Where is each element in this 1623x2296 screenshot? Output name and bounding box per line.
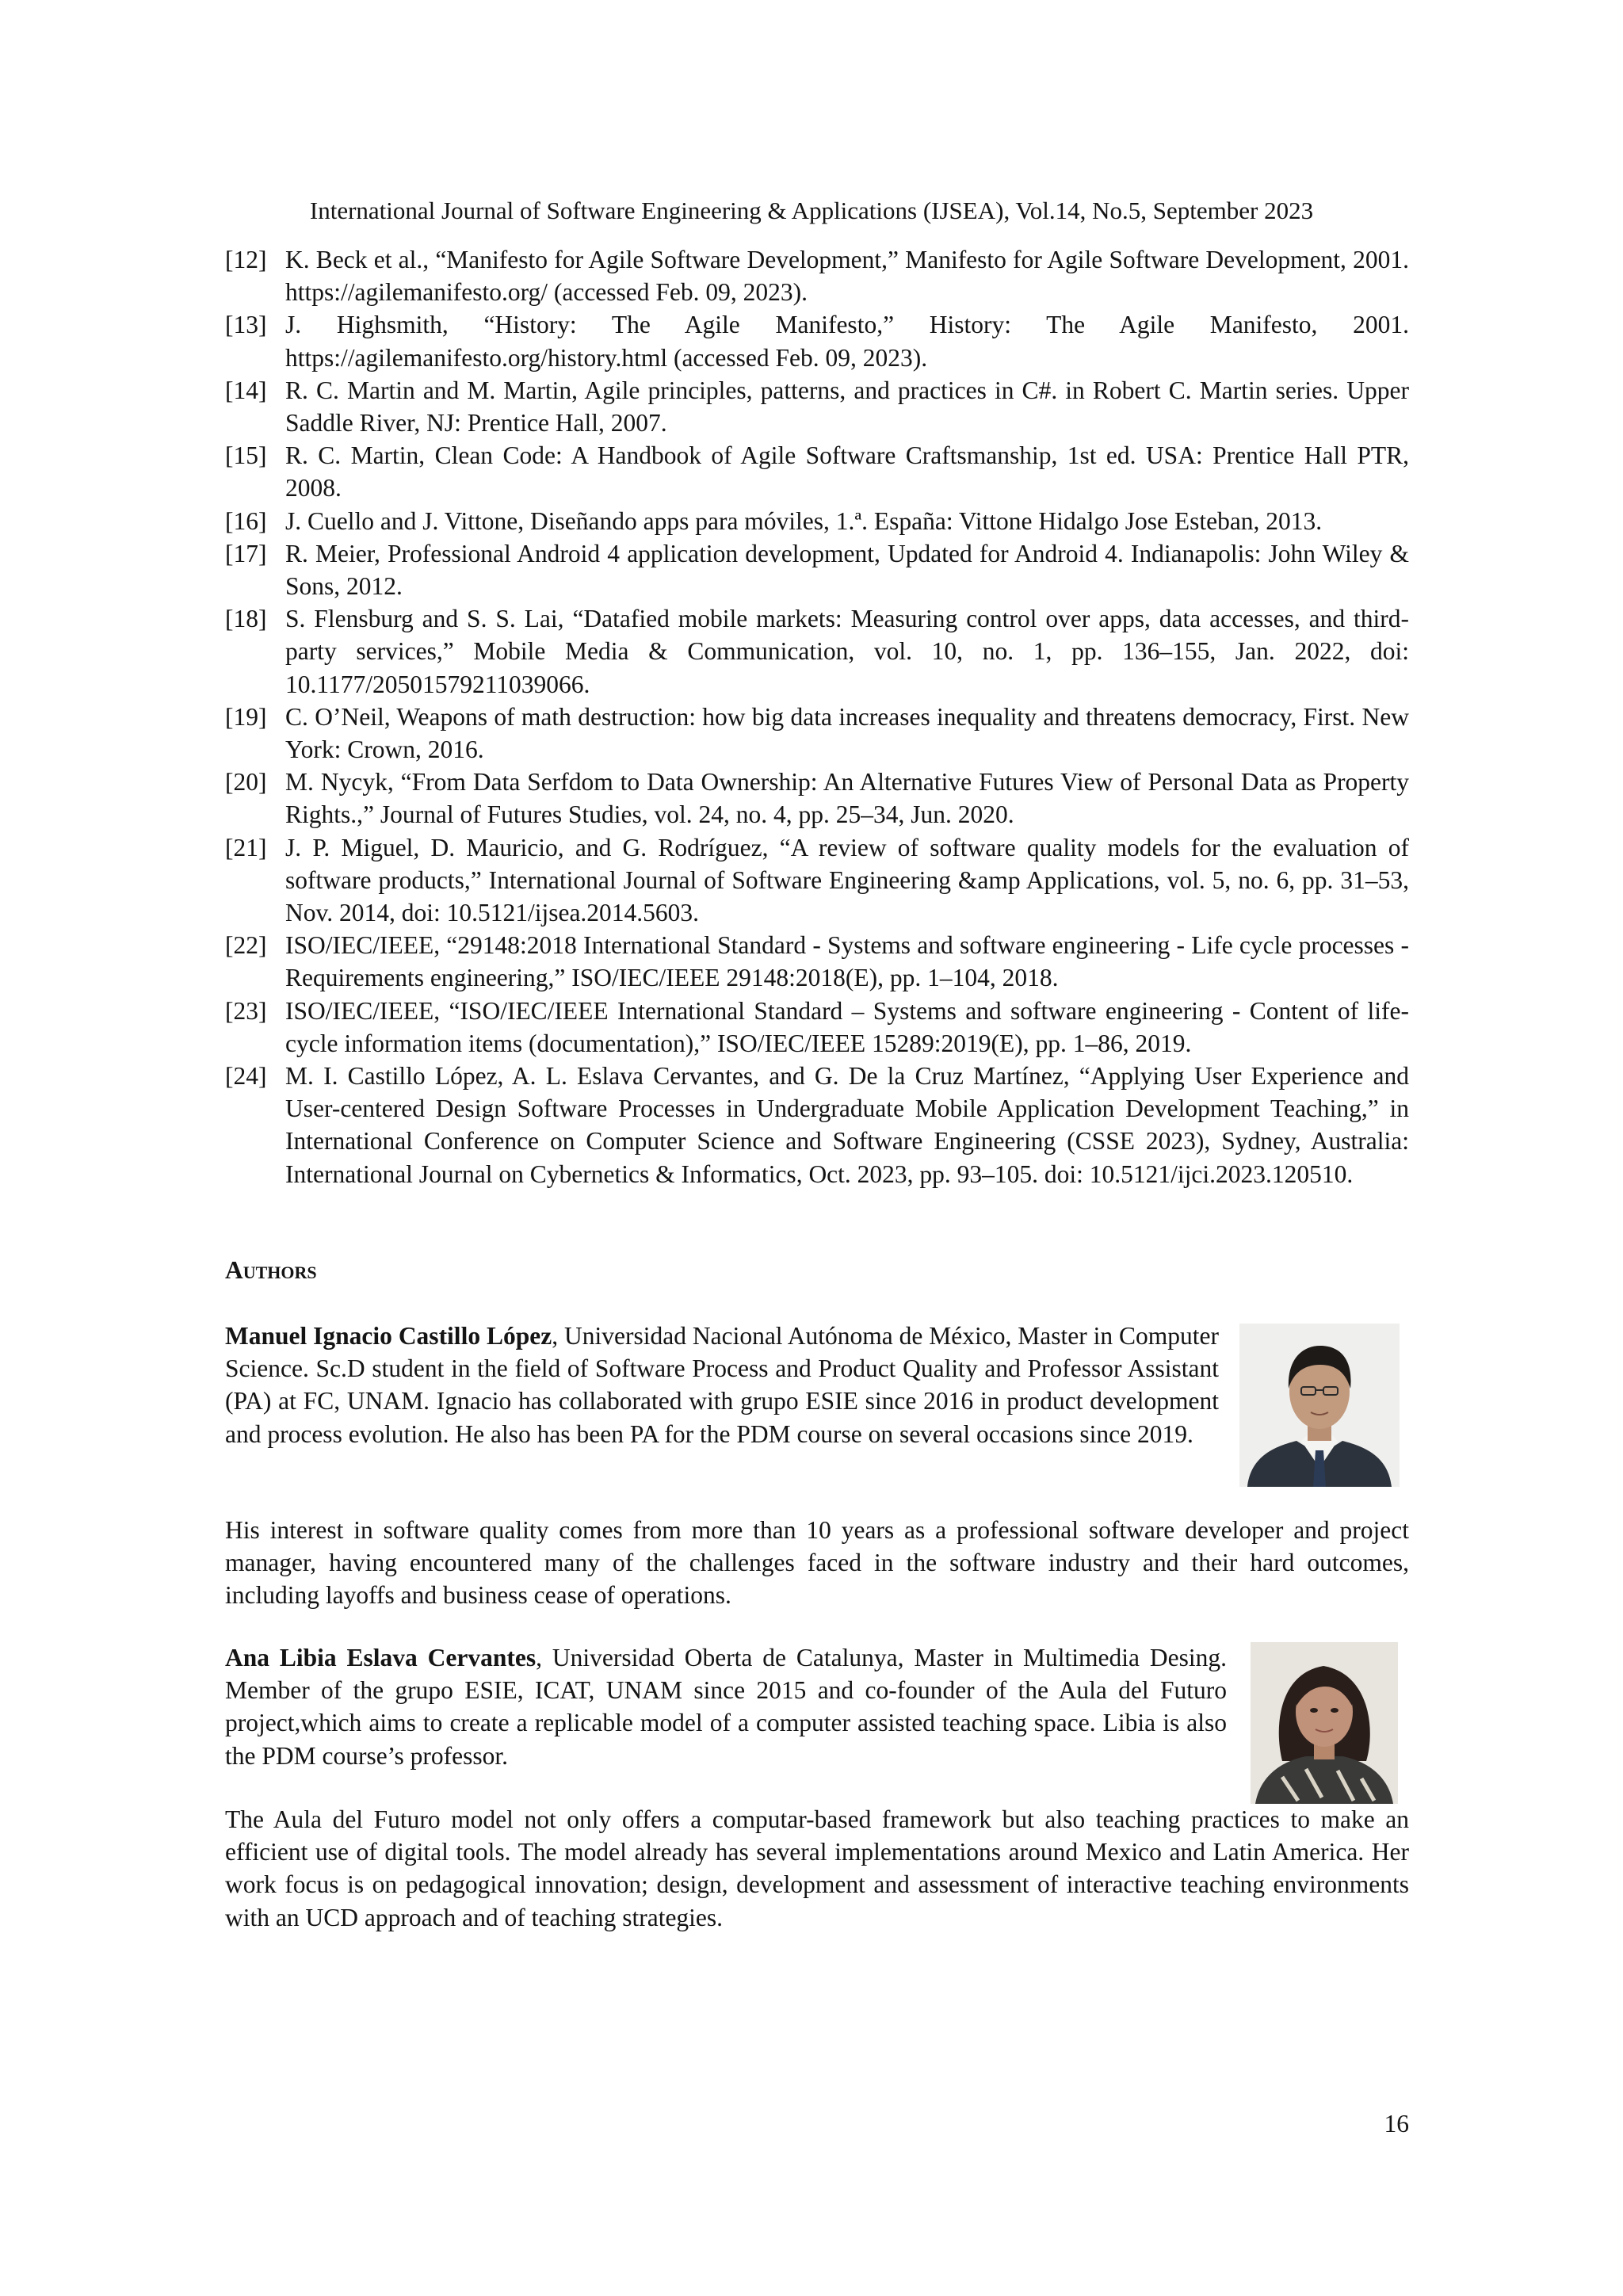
- reference-number: [13]: [225, 311, 267, 339]
- reference-text: J. Cuello and J. Vittone, Diseñando apps para móviles, 1.ª. España: Vittone Hidalgo Jose Esteban, 2013.: [285, 506, 1323, 535]
- reference-item: [225, 243, 1409, 308]
- reference-item: [225, 602, 1409, 701]
- reference-item: [225, 929, 1409, 994]
- reference-number: [12]: [225, 246, 267, 273]
- reference-text: ISO/IEC/IEEE, “29148:2018 International Standard - Systems and software engineering - Life cycle processes - Requirements engineering,” ISO/IEC/IEEE 29148:2018(E), pp. 1–104, 2018.: [285, 931, 1409, 992]
- page-number: 16: [1384, 2110, 1409, 2137]
- reference-text: ISO/IEC/IEEE, “ISO/IEC/IEEE International Standard – Systems and software engineering - Content of life-cycle information items (documentation),” ISO/IEC/IEEE 15289:2019(E), pp. 1–86, 2019.: [285, 996, 1409, 1057]
- reference-number: [17]: [225, 539, 267, 567]
- author-name: Manuel Ignacio Castillo López: [225, 1322, 552, 1350]
- author-paragraph-eslava: The Aula del Futuro model not only offers a computar-based framework but also teaching practices to make an efficient use of digital tools. The model already has several implementations around Mexico and Latin America. Her work focus is on pedagogical innovation; design, development and assessment of interactive teaching environments with an UCD approach and of teaching strategies.: [225, 1805, 1409, 1931]
- reference-item: [225, 995, 1409, 1060]
- running-header: International Journal of Software Engineering & Applications (IJSEA), Vol.14, No.5, September 2023: [309, 197, 1314, 224]
- reference-text: R. C. Martin and M. Martin, Agile principles, patterns, and practices in C#. in Robert C. Martin series. Upper Saddle River, NJ: Prentice Hall, 2007.: [285, 376, 1409, 437]
- reference-item: [225, 374, 1409, 439]
- reference-text: R. C. Martin, Clean Code: A Handbook of Agile Software Craftsmanship, 1st ed. USA: Prentice Hall PTR, 2008.: [285, 441, 1409, 502]
- author-bio-text: , Universidad Oberta de Catalunya, Master in Multimedia Desing. Member of the grupo ESIE, ICAT, UNAM since 2015 and co-founder of the Aula del Futuro project,which aims to create a replicable model of a computer assisted teaching space. Libia is also the PDM course’s professor.: [225, 1644, 1228, 1770]
- reference-text: C. O’Neil, Weapons of math destruction: how big data increases inequality and threatens democracy, First. New York: Crown, 2016.: [285, 702, 1409, 764]
- author-bio-castillo: [225, 1320, 1219, 1450]
- reference-text: M. I. Castillo López, A. L. Eslava Cervantes, and G. De la Cruz Martínez, “Applying User Experience and User-centered Design Software Processes in Undergraduate Mobile Application Development Teaching,” in International Conference on Computer Science and Software Engineering (CSSE 2023), Sydney, Australia: International Journal on Cybernetics & Informatics, Oct. 2023, pp. 93–105. doi: 10.5121/ijci.2023.120510.: [285, 1062, 1409, 1188]
- reference-item: [225, 701, 1409, 766]
- reference-item: [225, 1060, 1409, 1190]
- reference-item: [225, 831, 1409, 930]
- man-portrait-image: [1239, 1324, 1400, 1487]
- reference-list: [225, 243, 1409, 1190]
- reference-number: [21]: [225, 833, 267, 861]
- reference-number: [14]: [225, 376, 267, 404]
- reference-item: [225, 505, 1409, 537]
- author-paragraph-castillo: His interest in software quality comes from more than 10 years as a professional software developer and project manager, having encountered many of the challenges faced in the software industry and their hard outcomes, including layoffs and business cease of operations.: [225, 1516, 1409, 1610]
- reference-number: [22]: [225, 931, 267, 960]
- reference-text: J. P. Miguel, D. Mauricio, and G. Rodríguez, “A review of software quality models for the evaluation of software products,” International Journal of Software Engineering &amp Applications, vol. 5, no. 6, pp. 31–53, Nov. 2014, doi: 10.5121/ijsea.2014.5603.: [285, 833, 1409, 927]
- author-name: Ana Libia Eslava Cervantes: [225, 1644, 537, 1671]
- author-bio-text: , Universidad Nacional Autónoma de México, Master in Computer Science. Sc.D student in the field of Software Process and Product Quality and Professor Assistant (PA) at FC, UNAM. Ignacio has collaborated with grupo ESIE since 2016 in product development and process evolution. He also has been PA for the PDM course on several occasions since 2019.: [225, 1322, 1219, 1448]
- reference-item: [225, 766, 1409, 831]
- authors-heading: Authors: [225, 1256, 317, 1284]
- woman-portrait-image: [1251, 1642, 1398, 1804]
- author-photo-eslava: [1251, 1642, 1398, 1804]
- reference-item: [225, 537, 1409, 602]
- reference-number: [24]: [225, 1062, 267, 1091]
- reference-text: R. Meier, Professional Android 4 application development, Updated for Android 4. Indianapolis: John Wiley & Sons, 2012.: [285, 539, 1409, 601]
- reference-text: K. Beck et al., “Manifesto for Agile Software Development,” Manifesto for Agile Software Development, 2001. https://agilemanifesto.org/ (accessed Feb. 09, 2023).: [285, 246, 1409, 307]
- reference-text: J. Highsmith, “History: The Agile Manifesto,” History: The Agile Manifesto, 2001. https://agilemanifesto.org/history.html (accessed Feb. 09, 2023).: [285, 311, 1409, 372]
- author-photo-castillo: [1239, 1324, 1400, 1487]
- reference-text: M. Nycyk, “From Data Serfdom to Data Ownership: An Alternative Futures View of Personal Data as Property Rights.,” Journal of Futures Studies, vol. 24, no. 4, pp. 25–34, Jun. 2020.: [285, 768, 1409, 829]
- reference-number: [18]: [225, 605, 267, 633]
- author-bio-eslava: [225, 1641, 1227, 1772]
- reference-item: [225, 308, 1409, 373]
- reference-number: [15]: [225, 441, 267, 470]
- reference-text: S. Flensburg and S. S. Lai, “Datafied mobile markets: Measuring control over apps, data accesses, and third-party services,” Mobile Media & Communication, vol. 10, no. 1, pp. 136–155, Jan. 2022, doi: 10.1177/20501579211039066.: [285, 605, 1409, 698]
- reference-item: [225, 439, 1409, 504]
- reference-number: [20]: [225, 768, 267, 797]
- reference-number: [23]: [225, 996, 267, 1025]
- reference-number: [19]: [225, 702, 267, 731]
- reference-number: [16]: [225, 506, 267, 535]
